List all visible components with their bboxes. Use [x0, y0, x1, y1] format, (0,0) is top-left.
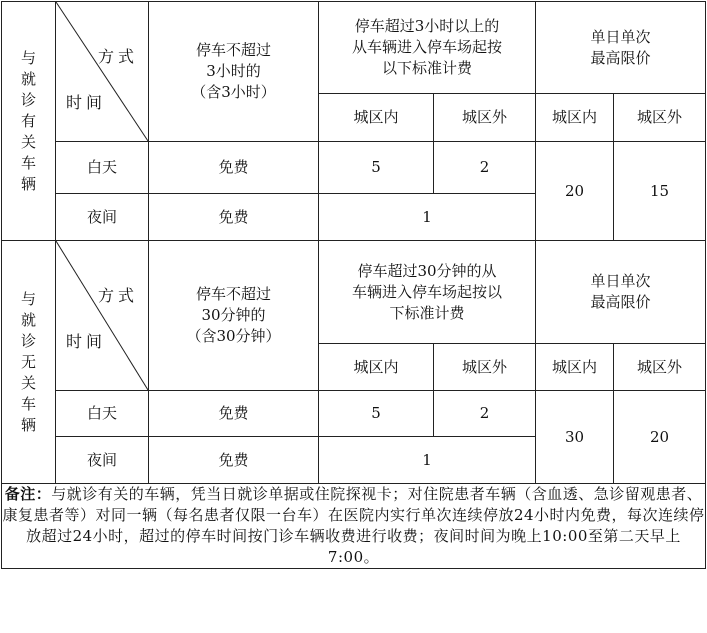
section1-night-label: 夜间	[56, 194, 149, 241]
section1-diagonal-header	[56, 2, 149, 142]
section2-cap-inner: 30	[536, 391, 614, 484]
remarks-note	[2, 484, 706, 569]
section1-max-outer-header: 城区外	[614, 94, 706, 142]
section1-category: 与就诊有关车辆	[2, 2, 56, 241]
section1-inner-header: 城区内	[319, 94, 434, 142]
section2-diag-time: 时间	[66, 332, 107, 351]
section2-day-inner: 5	[319, 391, 434, 437]
section1-day-outer: 2	[434, 142, 536, 194]
section2-day-row	[2, 391, 706, 437]
section1-cap-inner: 20	[536, 142, 614, 241]
note-label: 备注：	[4, 485, 52, 503]
diagonal-line	[56, 241, 148, 390]
section2-diagonal-header	[56, 241, 149, 391]
section1-diag-time: 时间	[66, 93, 107, 112]
section1-day-free: 免费	[149, 142, 319, 194]
section2-outer-header: 城区外	[434, 344, 536, 391]
section1-free-header: 停车不超过 3小时的 （含3小时）	[149, 2, 319, 142]
section2-over-header: 停车超过30分钟的从 车辆进入停车场起按以 下标准计费	[319, 241, 536, 344]
section1-over-header: 停车超过3小时以上的 从车辆进入停车场起按 以下标准计费	[319, 2, 536, 94]
section2-header-row	[2, 241, 706, 344]
section2-day-label: 白天	[56, 391, 149, 437]
section1-day-label: 白天	[56, 142, 149, 194]
section2-cap-outer: 20	[614, 391, 706, 484]
section1-cap-outer: 15	[614, 142, 706, 241]
section1-night-rate: 1	[319, 194, 536, 241]
section1-max-header: 单日单次 最高限价	[536, 2, 706, 94]
section2-diag-method: 方式	[97, 286, 138, 305]
section1-max-inner-header: 城区内	[536, 94, 614, 142]
section2-night-free: 免费	[149, 437, 319, 484]
section1-header-row	[2, 2, 706, 94]
section2-max-header: 单日单次 最高限价	[536, 241, 706, 344]
section1-night-free: 免费	[149, 194, 319, 241]
section2-night-rate: 1	[319, 437, 536, 484]
section1-outer-header: 城区外	[434, 94, 536, 142]
section2-max-inner-header: 城区内	[536, 344, 614, 391]
section1-day-row	[2, 142, 706, 194]
section2-night-label: 夜间	[56, 437, 149, 484]
note-text: 与就诊有关的车辆，凭当日就诊单据或住院探视卡；对住院患者车辆（含血透、急诊留观患者、康复患者等）对同一辆（每名患者仅限一台车）在医院内实行单次连续停放24小时内免费，每次连续停放超过24小时，超过的停车时间按门诊车辆收费进行收费；夜间时间为晚上10:00至第二天早上7:00。	[2, 485, 705, 566]
parking-fee-table	[1, 1, 706, 569]
diagonal-line	[56, 2, 148, 141]
section2-category: 与就诊无关车辆	[2, 241, 56, 484]
section1-diag-method: 方式	[97, 47, 138, 66]
section1-day-inner: 5	[319, 142, 434, 194]
section2-inner-header: 城区内	[319, 344, 434, 391]
section2-max-outer-header: 城区外	[614, 344, 706, 391]
section2-day-outer: 2	[434, 391, 536, 437]
section2-day-free: 免费	[149, 391, 319, 437]
note-row	[2, 484, 706, 569]
section2-free-header: 停车不超过 30分钟的 （含30分钟）	[149, 241, 319, 391]
